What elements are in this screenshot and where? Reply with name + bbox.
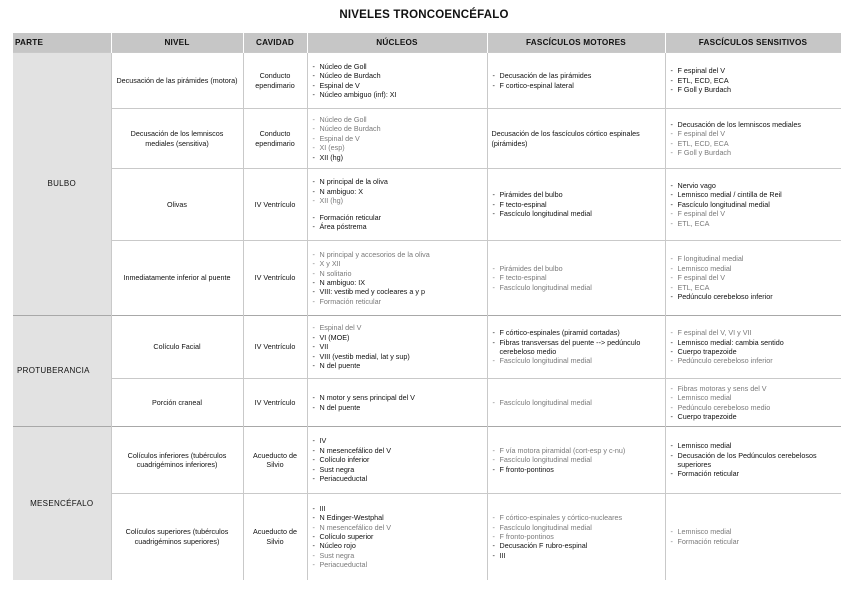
sensitivos-cell	[665, 494, 841, 580]
list-item: - N principal y accesorios de la oliva	[312, 250, 483, 259]
list-item: - XII (hg)	[312, 196, 483, 205]
table-row	[13, 169, 841, 241]
cavidad-cell: IV Ventrículo	[243, 316, 307, 379]
list-item: - Pedúnculo cerebeloso inferior	[670, 292, 838, 301]
header-motores: FASCÍCULOS MOTORES	[487, 33, 665, 53]
motores-cell	[487, 316, 665, 379]
motores-cell	[487, 427, 665, 494]
list-item: - Decusación de los Pedúnculos cerebelosos superiores	[670, 451, 838, 470]
list-item: - Nervio vago	[670, 181, 838, 190]
nivel-cell: Decusación de las pirámides (motora)	[111, 53, 243, 109]
list-item: - F fronto-pontinos	[492, 532, 661, 541]
list-item: - Lemnisco medial	[670, 264, 838, 273]
list-item: - Decusación de los lemniscos mediales	[670, 120, 838, 129]
list-item: - VIII: vestib med y cocleares a y p	[312, 287, 483, 296]
list-item: - III	[492, 551, 661, 560]
cavidad-cell: Acueducto de Silvio	[243, 427, 307, 494]
brainstem-table	[13, 33, 842, 580]
sensitivos-cell	[665, 379, 841, 427]
nucleos-cell	[307, 379, 487, 427]
list-item: - Pedúnculo cerebeloso medio	[670, 403, 838, 412]
list-item: - Decusación de las pirámides	[492, 71, 661, 80]
list-item: - Formación reticular	[312, 297, 483, 306]
nivel-cell: Colículos superiores (tubérculos cuadrigéminos superiores)	[111, 494, 243, 580]
list-item: - ETL, ECA	[670, 219, 838, 228]
list-item: - VI (MOE)	[312, 333, 483, 342]
list-item: - N mesencefálico del V	[312, 446, 483, 455]
list-item: - Lemnisco medial	[670, 441, 838, 450]
nucleos-cell	[307, 427, 487, 494]
table-row	[13, 379, 841, 427]
list-item: - Lemnisco medial	[670, 393, 838, 402]
table-row	[13, 109, 841, 169]
sensitivos-cell	[665, 109, 841, 169]
nucleos-cell	[307, 109, 487, 169]
header-row	[13, 33, 841, 53]
parte-bulbo: BULBO	[13, 53, 111, 316]
list-item: - F espinal del V	[670, 209, 838, 218]
list-item: - ETL, ECA	[670, 283, 838, 292]
list-item: - Sust negra	[312, 465, 483, 474]
header-parte: PARTE	[13, 33, 111, 53]
list-item: - X y XII	[312, 259, 483, 268]
motores-cell	[487, 53, 665, 109]
nivel-cell: Decusación de los lemniscos mediales (sensitiva)	[111, 109, 243, 169]
list-item: - N del puente	[312, 361, 483, 370]
list-item: - VIII (vestib medial, lat y sup)	[312, 352, 483, 361]
sensitivos-cell	[665, 169, 841, 241]
list-item: - N motor y sens principal del V	[312, 393, 483, 402]
cavidad-cell: Acueducto de Silvio	[243, 494, 307, 580]
header-nivel: NIVEL	[111, 33, 243, 53]
cavidad-cell: IV Ventrículo	[243, 379, 307, 427]
list-item: - Núcleo de Goll	[312, 115, 483, 124]
list-item: - F espinal del V	[670, 129, 838, 138]
list-item: - F tecto-espinal	[492, 200, 661, 209]
list-item: - Espinal de V	[312, 81, 483, 90]
cavidad-cell: IV Ventrículo	[243, 169, 307, 241]
motores-cell	[487, 379, 665, 427]
header-cavidad: CAVIDAD	[243, 33, 307, 53]
list-item: - Fibras motoras y sens del V	[670, 384, 838, 393]
list-item: - Fascículo longitudinal medial	[492, 455, 661, 464]
list-item: - Pirámides del bulbo	[492, 264, 661, 273]
page-title: NIVELES TRONCOENCÉFALO	[339, 9, 509, 21]
list-item: - F córtico-espinales (piramid cortadas)	[492, 328, 661, 337]
list-item: - F espinal del V	[670, 273, 838, 282]
list-item: - XII (hg)	[312, 153, 483, 162]
list-item: - Núcleo de Goll	[312, 62, 483, 71]
table-row	[13, 494, 841, 580]
list-item: - ETL, ECD, ECA	[670, 76, 838, 85]
list-item: - F vía motora piramidal (cort-esp y c-nu)	[492, 446, 661, 455]
list-item: - N mesencefálico del V	[312, 523, 483, 532]
header-nucleos: NÚCLEOS	[307, 33, 487, 53]
list-item: - Cuerpo trapezoide	[670, 347, 838, 356]
list-item: - Fascículo longitudinal medial	[492, 209, 661, 218]
list-item: - F espinal del V, VI y VII	[670, 328, 838, 337]
list-item: - Periacueductal	[312, 560, 483, 569]
motores-cell	[487, 169, 665, 241]
list-item: - N principal de la oliva	[312, 177, 483, 186]
list-item: - Formación reticular	[670, 537, 838, 546]
list-item: - Lemnisco medial	[670, 527, 838, 536]
nivel-cell: Porción craneal	[111, 379, 243, 427]
list-item: - Fascículo longitudinal medial	[492, 283, 661, 292]
nivel-cell: Colículos inferiores (tubérculos cuadrigéminos inferiores)	[111, 427, 243, 494]
list-item: - Fibras transversas del puente --> pedúnculo cerebeloso medio	[492, 338, 661, 357]
cavidad-cell: Conducto ependimario	[243, 53, 307, 109]
list-item: - N ambiguo: IX	[312, 278, 483, 287]
header-sensitivos: FASCÍCULOS SENSITIVOS	[665, 33, 841, 53]
list-item: - Sust negra	[312, 551, 483, 560]
list-item: - N Edinger-Westphal	[312, 513, 483, 522]
list-item: - Formación reticular	[312, 213, 483, 222]
list-item: - Núcleo rojo	[312, 541, 483, 550]
list-item: - Periacueductal	[312, 474, 483, 483]
table-row	[13, 316, 841, 379]
list-item: - Núcleo de Burdach	[312, 124, 483, 133]
list-item: - III	[312, 504, 483, 513]
list-item: - Pedúnculo cerebeloso inferior	[670, 356, 838, 365]
list-item: - Decusación F rubro-espinal	[492, 541, 661, 550]
nucleos-cell	[307, 169, 487, 241]
nivel-cell: Colículo Facial	[111, 316, 243, 379]
list-item: - Cuerpo trapezoide	[670, 412, 838, 421]
list-item: - F Goll y Burdach	[670, 85, 838, 94]
list-item: - Espinal del V	[312, 323, 483, 332]
sensitivos-cell	[665, 53, 841, 109]
motores-cell	[487, 494, 665, 580]
list-item: - Fascículo longitudinal medial	[492, 398, 661, 407]
list-item: - Área póstrema	[312, 222, 483, 231]
list-item: - Lemnisco medial / cintilla de Reil	[670, 190, 838, 199]
list-item: - IV	[312, 436, 483, 445]
list-item: - Núcleo ambiguo (inf): XI	[312, 90, 483, 99]
list-item: - VII	[312, 342, 483, 351]
sensitivos-cell	[665, 427, 841, 494]
nucleos-cell	[307, 241, 487, 316]
list-item: - N solitario	[312, 269, 483, 278]
nucleos-cell	[307, 53, 487, 109]
list-item: - F tecto-espinal	[492, 273, 661, 282]
list-item: - Núcleo de Burdach	[312, 71, 483, 80]
motores-cell	[487, 241, 665, 316]
motores-cell: Decusación de los fascículos córtico espinales (pirámides)	[487, 109, 665, 169]
sensitivos-cell	[665, 316, 841, 379]
cavidad-cell: IV Ventrículo	[243, 241, 307, 316]
list-item: - Colículo superior	[312, 532, 483, 541]
list-item: - Fascículo longitudinal medial	[492, 356, 661, 365]
table-row	[13, 241, 841, 316]
list-item: - N del puente	[312, 403, 483, 412]
list-item: - Fascículo longitudinal medial	[670, 200, 838, 209]
cavidad-cell: Conducto ependimario	[243, 109, 307, 169]
list-item: - F córtico-espinales y córtico-nucleares	[492, 513, 661, 522]
nucleos-cell	[307, 494, 487, 580]
list-item: - Formación reticular	[670, 469, 838, 478]
parte-mesencefalo: MESENCÉFALO	[13, 427, 111, 580]
list-item: - ETL, ECD, ECA	[670, 139, 838, 148]
list-item: - Espinal de V	[312, 134, 483, 143]
nucleos-cell	[307, 316, 487, 379]
nivel-cell: Inmediatamente inferior al puente	[111, 241, 243, 316]
list-item: - F longitudinal medial	[670, 254, 838, 263]
list-item: - F fronto-pontinos	[492, 465, 661, 474]
list-item: - Colículo inferior	[312, 455, 483, 464]
list-item: - XI (esp)	[312, 143, 483, 152]
list-item: - Lemnisco medial: cambia sentido	[670, 338, 838, 347]
sensitivos-cell	[665, 241, 841, 316]
list-item: - N ambiguo: X	[312, 187, 483, 196]
table-row	[13, 427, 841, 494]
nivel-cell: Olivas	[111, 169, 243, 241]
parte-protuberancia: PROTUBERANCIA	[13, 316, 111, 427]
list-item: - F Goll y Burdach	[670, 148, 838, 157]
list-item: - F espinal del V	[670, 66, 838, 75]
list-item: - Pirámides del bulbo	[492, 190, 661, 199]
list-item: - F cortico-espinal lateral	[492, 81, 661, 90]
table-row	[13, 53, 841, 109]
list-item: - Fascículo longitudinal medial	[492, 523, 661, 532]
